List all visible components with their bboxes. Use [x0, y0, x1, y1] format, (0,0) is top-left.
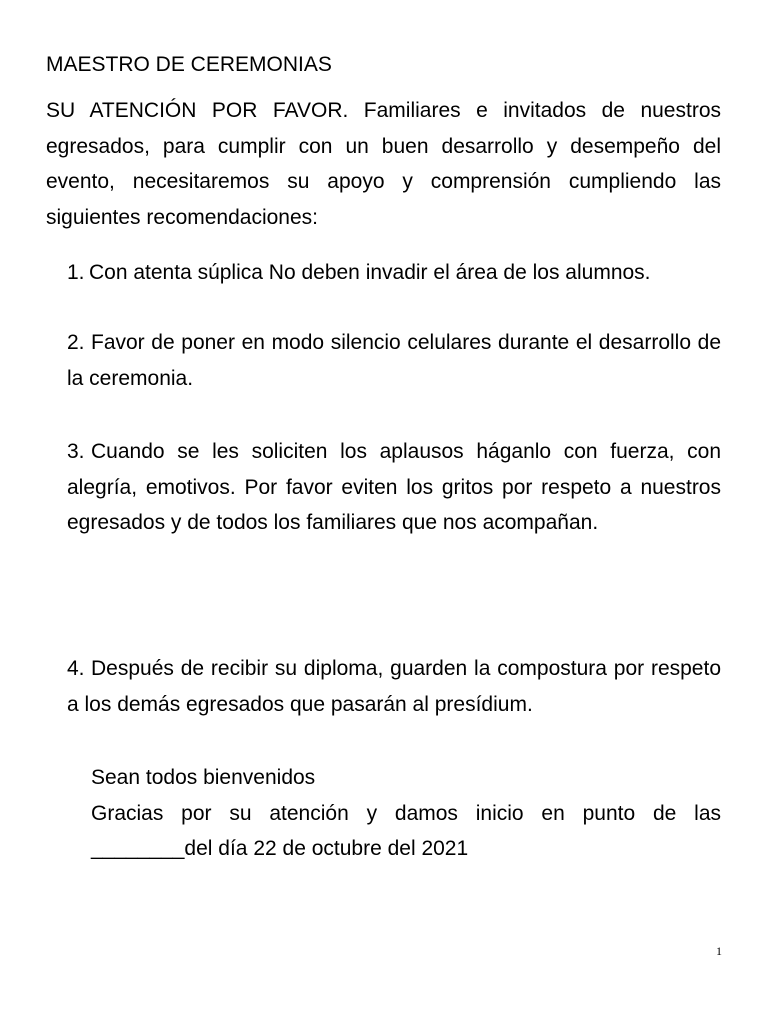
list-item-number: 2. — [67, 331, 85, 354]
list-item — [67, 651, 721, 722]
intro-paragraph: SU ATENCIÓN POR FAVOR. Familiares e invitados de nuestros egresados, para cumplir con un buen desarrollo y desempeño del evento, necesitaremos su apoyo y comprensión cumpliendo las siguientes recomendaciones: — [46, 99, 721, 229]
welcome-line: Sean todos bienvenidos — [91, 766, 316, 789]
list-item-text: Con atenta súplica No deben invadir el área de los alumnos. — [89, 261, 651, 284]
list-item — [67, 434, 721, 541]
list-item-text: Cuando se les soliciten los aplausos háganlo con fuerza, con alegría, emotivos. Por favor eviten los gritos por respeto a nuestros egresados y de todos los familiares que nos acompañan. — [67, 440, 721, 534]
list-item-text: Después de recibir su diploma, guarden la compostura por respeto a los demás egresados que pasarán al presídium. — [67, 657, 721, 716]
list-item-number: 3. — [67, 440, 85, 463]
page-number: 1 — [716, 944, 722, 958]
list-item — [67, 325, 721, 396]
list-item-number: 4. — [67, 657, 85, 680]
list-item — [67, 255, 721, 291]
document-title: MAESTRO DE CEREMONIAS — [46, 53, 332, 76]
closing-section — [91, 760, 721, 867]
list-item-text: Favor de poner en modo silencio celulares durante el desarrollo de la ceremonia. — [67, 331, 721, 390]
date-line: ________del día 22 de octubre del 2021 — [91, 837, 469, 860]
thanks-line: Gracias por su atención y damos inicio en punto de las — [91, 801, 721, 825]
list-item-number: 1. — [67, 261, 85, 284]
